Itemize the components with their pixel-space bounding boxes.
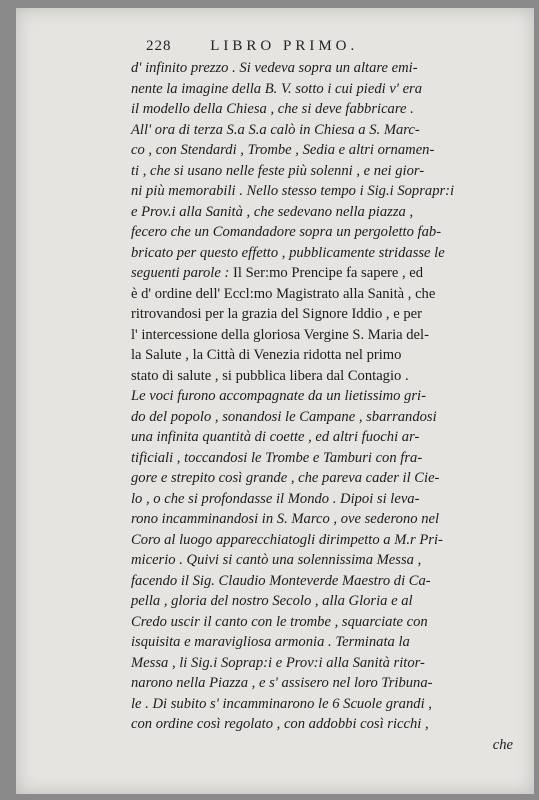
text-line [131,591,531,612]
page-number: 228 [146,38,172,54]
text-run: isquisita e maravigliosa armonia . Terminata la [131,634,410,650]
running-header [146,38,358,55]
text-line [131,694,531,715]
text-run: lo , o che si profondasse il Mondo . Dipoi si leva- [131,490,420,507]
text-line [131,202,531,223]
text-run: una infinita quantità di coette , ed altri fuochi ar- [131,429,420,445]
text-run: il modello della Chiesa , che si deve fabbricare . [131,101,414,117]
text-line [131,673,531,694]
text-line [131,325,531,346]
text-run: l' intercessione della gloriosa Vergine S. Maria del- [131,326,429,343]
text-run: narono nella Piazza , e s' assisero nel loro Tribuna- [131,675,433,691]
text-run: fecero che un Comandadore sopra un pergoletto fab- [131,224,442,240]
text-line [131,448,531,469]
text-run: Coro al luogo apparecchiatogli dirimpetto a M.r Pri- [131,531,443,548]
text-line [131,161,531,182]
text-line [131,653,531,674]
text-line [131,386,531,407]
text-line [131,120,531,141]
text-run: le . Di subito s' incamminarono le 6 Scuole grandi , [131,695,432,712]
text-line [131,612,531,633]
text-line [131,140,531,161]
text-run: micerio . Quivi si cantò una solennissima Messa , [131,552,422,568]
book-page [16,8,534,794]
text-line [131,489,531,510]
text-run: seguenti parole : [131,265,233,281]
text-run: d' infinito prezzo . Si vedeva sopra un altare emi- [131,60,418,76]
text-run: è d' ordine dell' Eccl:mo Magistrato alla Sanità , che [131,285,436,302]
text-run: con ordine così regolato , con addobbi così ricchi , [131,716,429,732]
text-line [131,407,531,428]
text-line [131,222,531,243]
text-line [131,99,531,120]
text-line [131,632,531,653]
text-run: co , con Stendardi , Trombe , Sedia e altri ornamen- [131,142,435,158]
text-run: ni più memorabili . Nello stesso tempo i Sig.i Soprapr:i [131,183,455,199]
text-line [131,181,531,202]
text-line [131,58,531,79]
text-run: pella , gloria del nostro Secolo , alla Gloria e al [131,593,413,609]
text-run: stato di salute , si pubblica libera dal Contagio . [131,367,409,384]
text-run: Il Ser:mo Prencipe fa sapere , ed [233,265,424,281]
text-body [131,58,531,755]
text-run: gore e strepito così grande , che pareva cader il Cie- [131,470,440,486]
running-title: LIBRO PRIMO. [210,38,359,54]
text-line [131,284,531,305]
text-run: Messa , li Sig.i Soprap:i e Prov:i alla Sanità ritor- [131,654,425,671]
catchword: che [492,736,513,753]
text-line [131,571,531,592]
text-line [131,263,531,284]
text-run: ritrovandosi per la grazia del Signore Iddio , e per [131,306,422,322]
text-run: e Prov.i alla Sanità , che sedevano nella piazza , [131,203,414,220]
text-run: rono incamminandosi in S. Marco , ove sederono nel [131,511,440,527]
text-line [131,427,531,448]
text-run: bricato per questo effetto , pubblicamente stridasse le [131,244,445,261]
text-run: All' ora di terza S.a S.a calò in Chiesa a S. Marc- [131,121,420,138]
text-line [131,304,531,325]
text-line [131,468,531,489]
text-run: facendo il Sig. Claudio Monteverde Maestro di Ca- [131,572,431,589]
text-line [131,530,531,551]
text-line [131,243,531,264]
text-line [131,509,531,530]
text-run: Le voci furono accompagnate da un lietissimo gri- [131,388,426,404]
text-line [131,714,531,735]
text-run: la Salute , la Città di Venezia ridotta nel primo [131,347,402,363]
text-line [131,366,531,387]
text-run: tificiali , toccandosi le Trombe e Tamburi con fra- [131,449,423,466]
text-run: Credo uscir il canto con le trombe , squarciate con [131,613,428,630]
text-run: nente la imagine della B. V. sotto i cui piedi v' era [131,80,423,97]
text-line [131,79,531,100]
text-run: ti , che si usano nelle feste più solenni , e nei gior- [131,162,425,179]
text-line [131,550,531,571]
text-run: do del popolo , sonandosi le Campane , sbarrandosi [131,408,437,425]
text-line [131,345,531,366]
